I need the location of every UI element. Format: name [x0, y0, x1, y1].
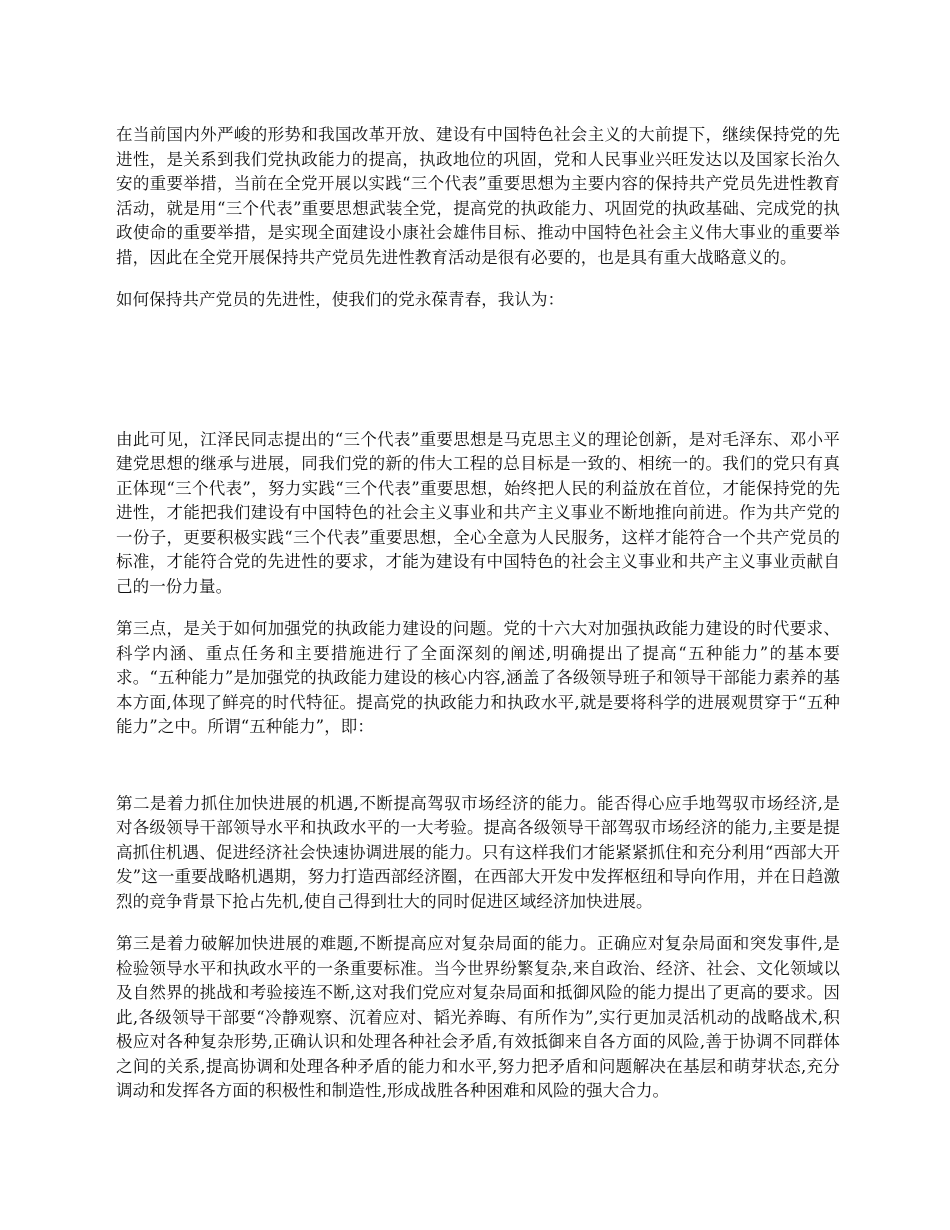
blank-space: [116, 740, 840, 792]
paragraph-question: 如何保持共产党员的先进性，使我们的党永葆青春，我认为：: [116, 290, 565, 309]
paragraph-second-ability: 第二是着力抓住加快进展的机遇,不断提高驾驭市场经济的能力。能否得心应手地驾驭市场经济,是对各级领导干部领导水平和执政水平的一大考验。提高各级领导干部驾驭市场经济的能力,主要是提高抓住机遇、促进经济社会快速协调进展的能力。只有这样我们才能紧紧抓住和充分利用“西部大开发”这一重要战略机遇期，努力打造西部经济圈，在西部大开发中发挥枢纽和导向作用，并在日趋激烈的竞争背景下抢占先机,使自己得到壮大的同时促进区域经济加快进展。: [116, 793, 840, 911]
paragraph-third-point: 第三点，是关于如何加强党的执政能力建设的问题。党的十六大对加强执政能力建设的时代要求、科学内涵、重点任务和主要措施进行了全面深刻的阐述,明确提出了提高“五种能力”的基本要求。“五种能力”是加强党的执政能力建设的核心内容,涵盖了各级领导班子和领导干部能力素养的基本方面,体现了鲜亮的时代特征。提高党的执政能力和执政水平,就是要将科学的进展观贯穿于“五种能力”之中。所谓“五种能力”，即：: [116, 619, 840, 736]
document-page: [116, 123, 840, 1104]
paragraph-third-ability: 第三是着力破解加快进展的难题,不断提高应对复杂局面的能力。正确应对复杂局面和突发事件,是检验领导水平和执政水平的一条重要标准。当今世界纷繁复杂,来自政治、经济、社会、文化领域以及自然界的挑战和考验接连不断,这对我们党应对复杂局面和抵御风险的能力提出了更高的要求。因此,各级领导干部要“冷静观察、沉着应对、韬光养晦、有所作为”,实行更加灵活机动的战略战术,积极应对各种复杂形势,正确认识和处理各种社会矛盾,有效抵御来自各方面的风险,善于协调不同群体之间的关系,提高协调和处理各种矛盾的能力和水平,努力把矛盾和问题解决在基层和萌芽状态,充分调动和发挥各方面的积极性和制造性,形成战胜各种困难和风险的强大合力。: [116, 934, 840, 1100]
blank-space: [116, 313, 840, 428]
paragraph-conclusion: 由此可见，江泽民同志提出的“三个代表”重要思想是马克思主义的理论创新，是对毛泽东、邓小平建党思想的继承与进展，同我们党的新的伟大工程的总目标是一致的、相统一的。我们的党只有真正体现“三个代表”，努力实践“三个代表”重要思想，始终把人民的利益放在首位，才能保持党的先进性，才能把我们建设有中国特色的社会主义事业和共产主义事业不断地推向前进。作为共产党的一份子，更要积极实践“三个代表”重要思想，全心全意为人民服务，这样才能符合一个共产党员的标准，才能符合党的先进性的要求，才能为建设有中国特色的社会主义事业和共产主义事业贡献自己的一份力量。: [116, 429, 840, 596]
paragraph-intro: 在当前国内外严峻的形势和我国改革开放、建设有中国特色社会主义的大前提下，继续保持党的先进性，是关系到我们党执政能力的提高，执政地位的巩固，党和人民事业兴旺发达以及国家长治久安的重要举措，当前在全党开展以实践“三个代表”重要思想为主要内容的保持共产党员先进性教育活动，就是用“三个代表”重要思想武装全党，提高党的执政能力、巩固党的执政基础、完成党的执政使命的重要举措，是实现全面建设小康社会雄伟目标、推动中国特色社会主义伟大事业的重要举措，因此在全党开展保持共产党员先进性教育活动是很有必要的，也是具有重大战略意义的。: [116, 125, 840, 267]
